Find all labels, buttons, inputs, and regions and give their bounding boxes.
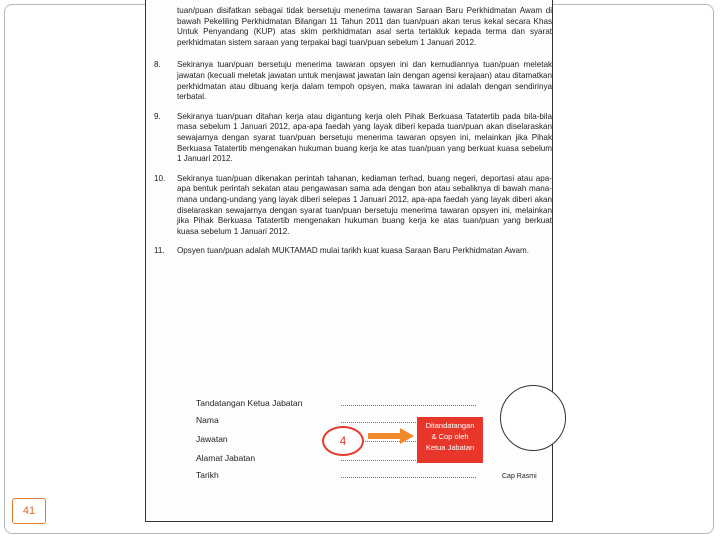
paragraph-text: Sekiranya tuan/puan ditahan kerja atau digantung kerja oleh Pihak Berkuasa Tatatertib pada bila-bila masa sebelum 1 Januari 2012, apa-apa faedah yang layak diberi kepada tuan/puan akan diselaraskan sewajarnya dengan syarat tuan/puan bersetuju menerima tawaran opsyen ini, melainkan jika Pihak Berkuasa Tatatertib mengenakan hukuman buang kerja ke atas tuan/puan yang berkuat kuasa sebelum 1 Januari 2012. <box>177 111 552 164</box>
paragraph-item <box>154 60 552 102</box>
date-line <box>341 477 476 478</box>
paragraph-text: Opsyen tuan/puan adalah MUKTAMAD mulai tarikh kuat kuasa Saraan Baru Perkhidmatan Awam. <box>177 246 529 256</box>
note-line: Ketua Jabatan <box>425 443 475 452</box>
paragraph-text: Sekiranya tuan/puan bersetuju menerima tawaran opsyen ini dan kemudiannya tuan/puan meletak jawatan (kecuali meletak jawatan untuk menjawat jawatan lain dengan agensi kerajaan) atau ditamatkan perkhidmatan atau dibuang kerja dalam tempoh opsyen, maka tawaran ini adalah dengan sendirinya terbatal. <box>177 60 552 102</box>
paragraph-number: 9. <box>154 111 161 121</box>
note-line: Ditandatangan <box>425 421 475 430</box>
step-number-bubble: 4 <box>322 426 364 456</box>
label-jawatan: Jawatan <box>196 434 228 444</box>
label-tarikh: Tarikh <box>196 470 219 480</box>
paragraph-number: 8. <box>154 60 161 70</box>
signed-stamped-note <box>417 417 483 463</box>
paragraph-number: 10. <box>154 173 166 183</box>
document-body <box>154 6 552 266</box>
label-alamat-jabatan: Alamat Jabatan <box>196 453 256 463</box>
paragraph-intro-text: tuan/puan disifatkan sebagai tidak bersetuju menerima tawaran Saraan Baru Perkhidmatan Awam di bawah Pekeliling Perkhidmatan Bilangan 11 Tahun 2011 dan tuan/puan akan terus kekal secara Khas Untuk Penyandang (KUP) atas skim perkhidmatan asal serta tertakluk kepada terma dan syarat perkhidmatan sistem saraan yang terpakai bagi tuan/puan sebelum 1 Januari 2012. <box>177 6 552 47</box>
label-tandatangan-ketua-jabatan: Tandatangan Ketua Jabatan <box>196 398 303 408</box>
cap-rasmi-label: Cap Rasmi <box>502 473 537 480</box>
paragraph-number: 11. <box>154 246 165 256</box>
paragraph-item <box>154 112 552 165</box>
label-nama: Nama <box>196 415 219 425</box>
stamp-circle <box>500 385 566 451</box>
note-line: & Cop oleh <box>431 432 469 441</box>
paragraph-item <box>154 246 552 257</box>
slide-number: 41 <box>12 498 46 524</box>
paragraph-text: Sekiranya tuan/puan dikenakan perintah tahanan, kediaman terhad, buang negeri, deportasi atau apa-apa bentuk perintah sekatan atau pengawasan sama ada dengan bon atau sebaliknya di bawah mana-mana undang-undang yang layak diberi selepas 1 Januari 2012, apa-apa faedah yang layak diberi akan diselaraskan sewajarnya dengan syarat tuan/puan bersetuju menerima tawaran opsyen ini, melainkan jika Pihak Berkuasa Tatatertib mengenakan hukuman buang kerja ke atas tuan/puan yang berkuat kuasa sebelum 1 Januari 2012. <box>177 173 552 236</box>
paragraph-item <box>154 174 552 238</box>
paragraph-intro <box>154 6 552 48</box>
arrow-right-icon <box>368 427 416 445</box>
signature-line <box>341 405 476 406</box>
